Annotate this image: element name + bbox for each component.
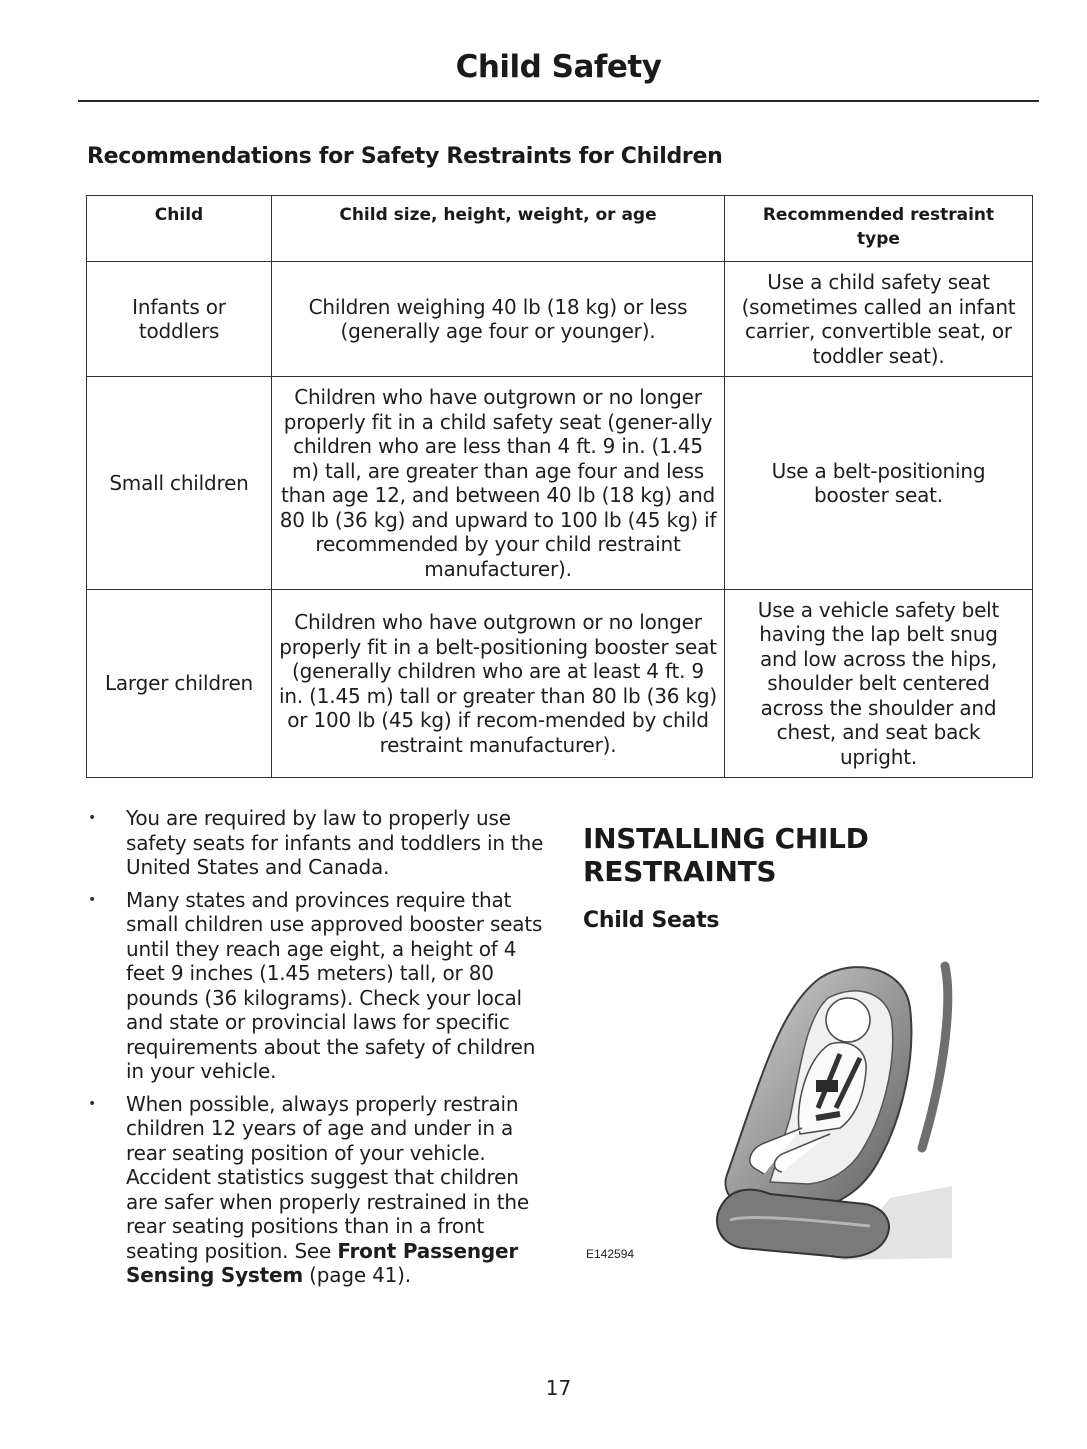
page-number: 17 bbox=[545, 1376, 572, 1400]
cell-child: Larger children bbox=[87, 590, 272, 778]
bullet-text: You are required by law to properly use safety seats for infants and toddlers in the United States and Canada. bbox=[126, 806, 544, 879]
front-passenger-sensing-link[interactable]: Front Passenger Sensing System bbox=[126, 1238, 519, 1287]
cell-size: Children who have outgrown or no longer properly fit in a child safety seat (gener-ally children who are less than 4 ft. 9 in. (1.45 m) tall, are greater than age four and less than age 12, and between 40 lb (18 kg) and 80 lb (36 kg) and upward to 100 lb (45 kg) if recommended by your child restraint manufacturer). bbox=[272, 377, 725, 590]
cell-size: Children who have outgrown or no longer properly fit in a belt-positioning booster seat (generally children who are at least 4 ft. 9 in. (1.45 m) tall or greater than 80 lb (36 kg) or 100 lb (45 kg) if recom-mended by child restraint manufacturer). bbox=[272, 590, 725, 778]
column-header-child: Child bbox=[87, 196, 272, 262]
table-row bbox=[87, 377, 1033, 590]
column-header-restraint: Recommended restraint type bbox=[725, 196, 1033, 262]
safety-bullet-list bbox=[84, 806, 544, 1296]
cell-child: Small children bbox=[87, 377, 272, 590]
page-reference: (page 41). bbox=[309, 1263, 411, 1287]
list-item bbox=[84, 888, 544, 1084]
bullet-marker: • bbox=[88, 891, 97, 908]
bullet-marker: • bbox=[88, 1095, 97, 1112]
bullet-marker: • bbox=[88, 810, 97, 826]
table-header-row bbox=[87, 196, 1033, 262]
column-header-size: Child size, height, weight, or age bbox=[272, 196, 725, 262]
figure-code: E142594 bbox=[586, 1247, 635, 1261]
bullet-text: When possible, always properly restrain children 12 years of age and under in a rear seating position of your vehicle. Accident statistics suggest that children are safer when properly restrained in the rear seating positions than in a front seating position. See bbox=[126, 1091, 529, 1263]
table-row bbox=[87, 590, 1033, 778]
child-seats-subheading: Child Seats bbox=[583, 908, 720, 933]
table-row bbox=[87, 262, 1033, 377]
list-item bbox=[84, 1092, 544, 1288]
page-header bbox=[78, 44, 1039, 102]
list-item bbox=[84, 806, 544, 880]
section-title: Recommendations for Safety Restraints for Children bbox=[87, 144, 723, 169]
restraint-recommendations-table bbox=[86, 195, 1033, 778]
child-safety-seat-icon bbox=[690, 958, 955, 1263]
child-seat-illustration bbox=[690, 958, 955, 1263]
cell-child: Infants or toddlers bbox=[87, 262, 272, 377]
bullet-text: Many states and provinces require that small children use approved booster seats until they reach age eight, a height of 4 feet 9 inches (1.45 meters) tall, or 80 pounds (36 kilograms). Check your local and state or provincial laws for specific requirements about the safety of children in your vehicle. bbox=[126, 887, 543, 1083]
cell-restraint: Use a belt-positioning booster seat. bbox=[725, 377, 1033, 590]
page-title: Child Safety bbox=[455, 49, 662, 85]
cell-restraint: Use a child safety seat (sometimes called an infant carrier, convertible seat, or toddler seat). bbox=[725, 262, 1033, 377]
installing-heading: INSTALLING CHILD RESTRAINTS bbox=[583, 822, 869, 888]
cell-restraint: Use a vehicle safety belt having the lap belt snug and low across the hips, shoulder belt centered across the shoulder and chest, and seat back upright. bbox=[725, 590, 1033, 778]
cell-size: Children weighing 40 lb (18 kg) or less (generally age four or younger). bbox=[272, 262, 725, 377]
